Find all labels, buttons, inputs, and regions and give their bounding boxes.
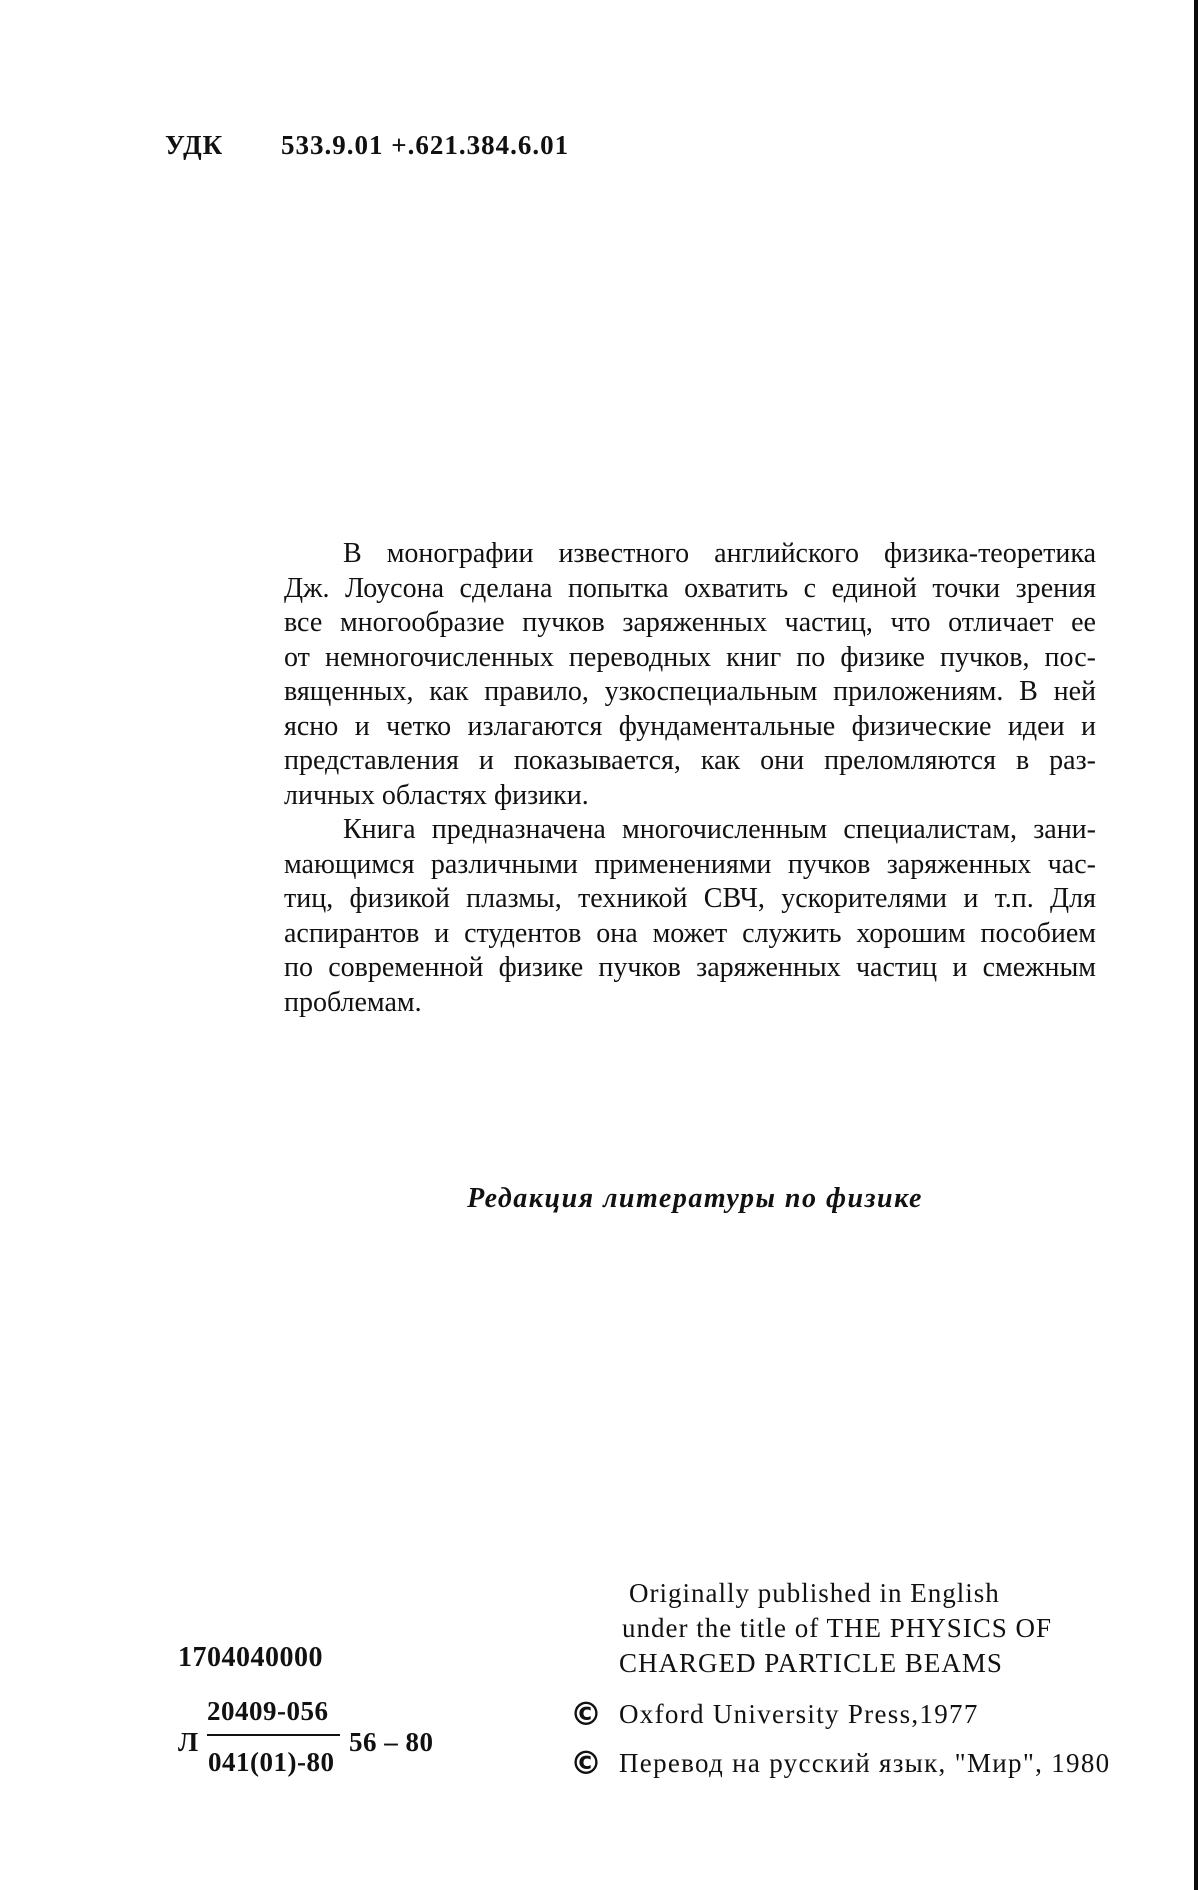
annotation-line: тиц, физикой плазмы, техникой СВЧ, ускорителями и т.п. Для: [284, 883, 1096, 914]
original-edition-line: CHARGED PARTICLE BEAMS: [619, 1648, 1003, 1678]
annotation-line: В монографии известного английского физика-теоретика: [343, 538, 1096, 569]
catalog-letter: Л: [178, 1727, 199, 1757]
original-edition-line: Originally published in English: [629, 1578, 1000, 1608]
catalog-denominator: 041(01)-80: [208, 1747, 335, 1777]
book-annotation: [284, 537, 1096, 1020]
annotation-line: личных областях физики.: [284, 779, 589, 811]
annotation-line: представления и показывается, как они преломляются в раз-: [284, 745, 1096, 776]
catalog-numerator: 20409-056: [207, 1696, 329, 1726]
copyright-line: [570, 1694, 1170, 1734]
annotation-line: ясно и четко излагаются фундаментальные физические идеи и: [284, 710, 1096, 742]
fraction-bar: [207, 1734, 340, 1736]
editorial-office: Редакция литературы по физике: [467, 1183, 923, 1214]
annotation-line: проблемам.: [284, 986, 422, 1018]
copyright-icon: ©: [570, 1744, 602, 1782]
catalog-suffix: 56 – 80: [349, 1727, 434, 1757]
annotation-line: Книга предназначена многочисленным специалистам, зани-: [343, 814, 1096, 845]
udk-code: 533.9.01 +.621.384.6.01: [281, 130, 570, 160]
annotation-line: от немногочисленных переводных книг по физике пучков, пос-: [284, 641, 1096, 673]
original-edition-notice: [619, 1576, 1179, 1681]
catalog-number: 1704040000: [178, 1642, 323, 1673]
annotation-line: аспирантов и студентов она может служить хорошим пособием: [284, 917, 1096, 949]
annotation-line: Дж. Лоусона сделана попытка охватить с единой точки зрения: [284, 572, 1096, 604]
copyright-text: Oxford University Press,1977: [619, 1699, 979, 1729]
annotation-line: мающимся различными применениями пучков заряженных час-: [284, 848, 1096, 880]
catalog-code: [178, 1641, 478, 1791]
annotation-line: по современной физике пучков заряженных частиц и смежным: [284, 952, 1096, 983]
annotation-line: вященных, как правило, узкоспециальным приложениям. В ней: [284, 676, 1096, 707]
annotation-paragraph: [284, 813, 1096, 1020]
annotation-paragraph: [284, 537, 1096, 813]
udk-classification: [165, 128, 585, 162]
page-edge-line: [1194, 0, 1198, 1890]
copyright-icon: ©: [570, 1695, 602, 1733]
annotation-line: все многообразие пучков заряженных частиц, что отличает ее: [284, 607, 1096, 638]
copyright-text: Перевод на русский язык, "Мир", 1980: [619, 1748, 1111, 1778]
udk-label: УДК: [165, 130, 224, 160]
original-edition-line: under the title of THE PHYSICS OF: [622, 1613, 1052, 1643]
copyright-line: [570, 1743, 1170, 1783]
